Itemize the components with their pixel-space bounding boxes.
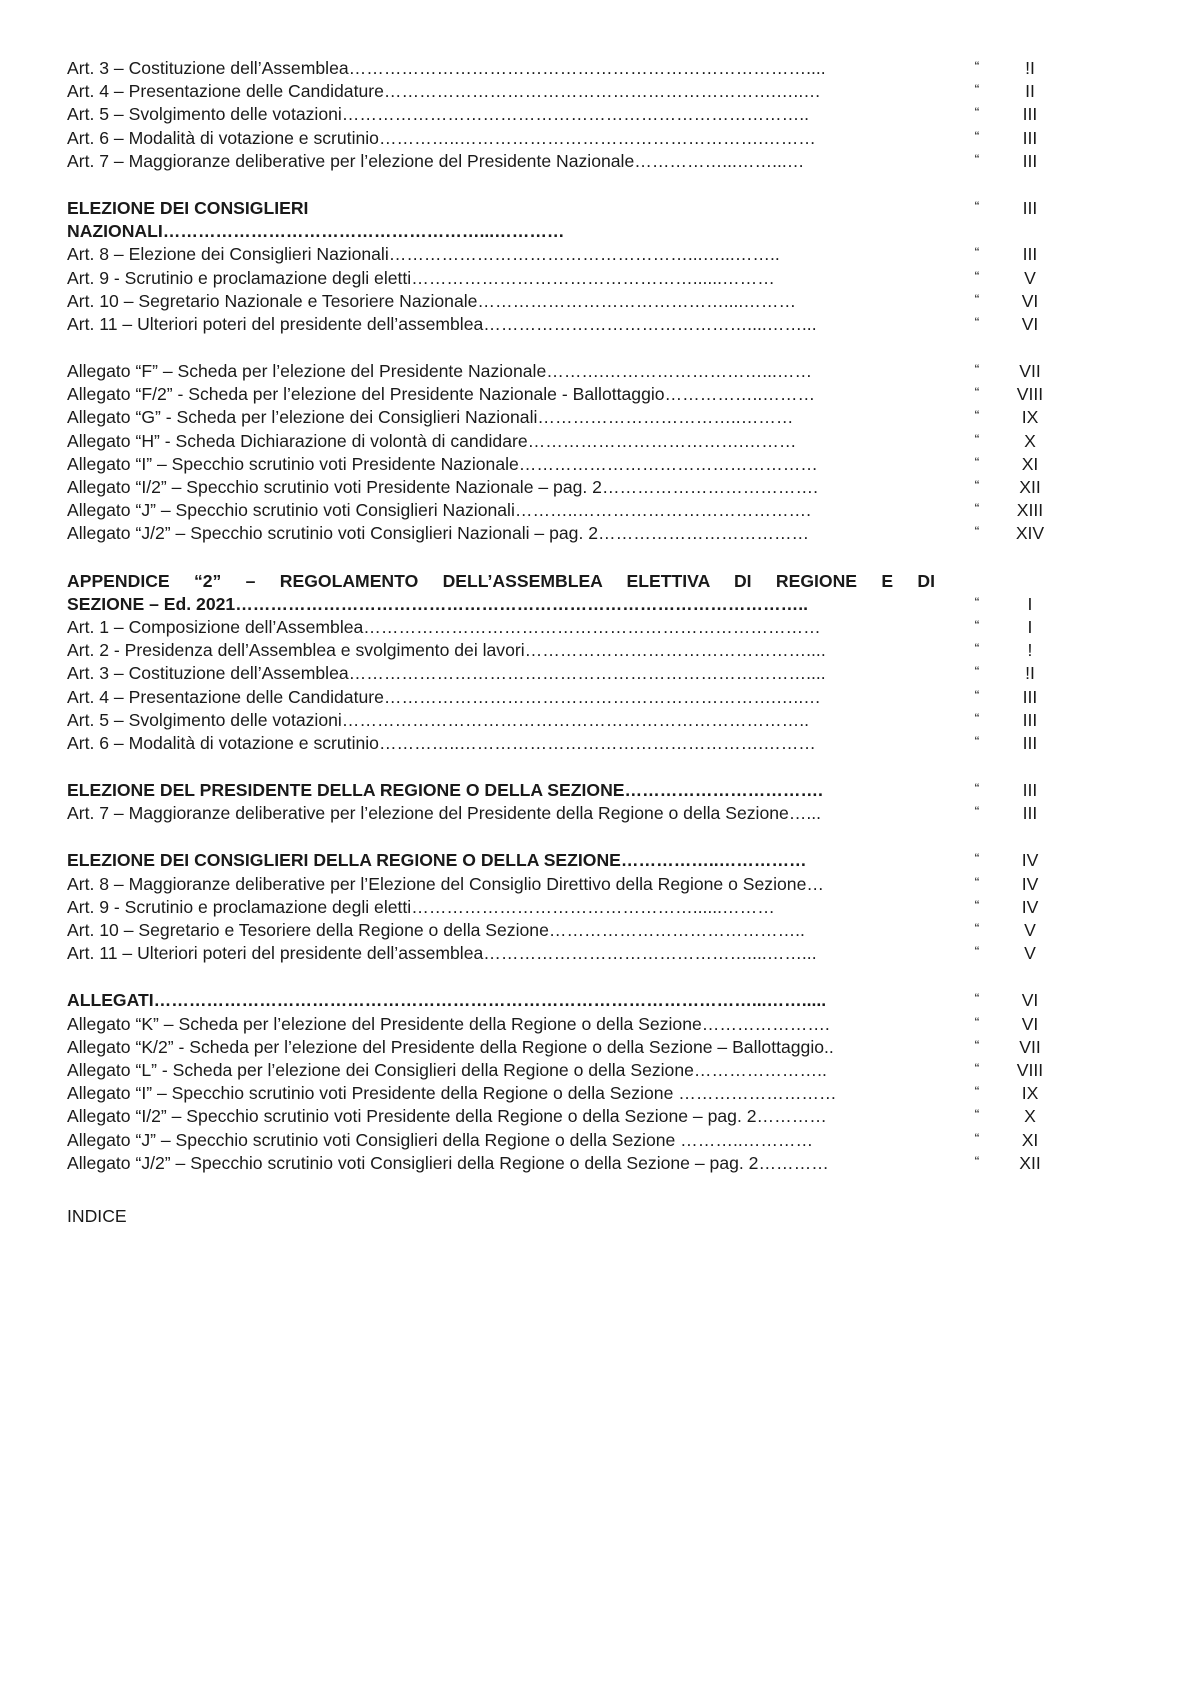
toc-ditto-mark: “ — [974, 150, 980, 167]
toc-page-number: IX — [1021, 1083, 1039, 1104]
toc-ditto-mark: “ — [974, 313, 980, 330]
toc-entry-title: Allegato “F/2” - Scheda per l’elezione del Presidente Nazionale - Ballottaggio……………..……… — [67, 384, 816, 405]
toc-entry[interactable] — [67, 1036, 1057, 1059]
toc-entry[interactable] — [67, 430, 1057, 453]
toc-entry[interactable] — [67, 499, 1057, 522]
appendix-heading[interactable] — [67, 570, 1057, 593]
toc-page-number: III — [1022, 732, 1038, 753]
toc-entry[interactable] — [67, 313, 1057, 336]
toc-ditto-mark: “ — [974, 523, 980, 540]
toc-page-number: IV — [1021, 850, 1039, 871]
toc-entry[interactable] — [67, 267, 1057, 290]
toc-page-number: III — [1022, 686, 1038, 707]
toc-entry-title: Allegato “K/2” - Scheda per l’elezione del Presidente della Regione o della Sezione – Ballottaggio.. — [67, 1036, 834, 1057]
toc-entry-title: Allegato “I/2” – Specchio scrutinio voti Presidente della Regione o della Sezione – pag. 2………… — [67, 1106, 827, 1127]
toc-entry[interactable] — [67, 476, 1057, 499]
toc-ditto-mark: “ — [974, 873, 980, 890]
toc-entry[interactable] — [67, 686, 1057, 709]
toc-entry-title: Art. 10 – Segretario Nazionale e Tesoriere Nazionale……………………………………....……… — [67, 290, 797, 311]
toc-page-number: XI — [1021, 1129, 1039, 1150]
toc-entry[interactable] — [67, 453, 1057, 476]
toc-ditto-mark: “ — [974, 127, 980, 144]
toc-entry-title: Allegato “I” – Specchio scrutinio voti Presidente Nazionale…………………………………………… — [67, 453, 818, 474]
toc-entry-title: Allegato “K” – Scheda per l’elezione del Presidente della Regione o della Sezione…………………. — [67, 1013, 830, 1034]
toc-entry-title: Art. 4 – Presentazione delle Candidature………………………………………………………….…..… — [67, 686, 821, 707]
toc-entry[interactable] — [67, 360, 1057, 383]
toc-page-number: VI — [1021, 990, 1039, 1011]
toc-entry-title: ELEZIONE DEI CONSIGLIERI DELLA REGIONE O DELLA SEZIONE……………..…………… — [67, 850, 807, 871]
toc-entry[interactable] — [67, 1082, 1057, 1105]
toc-page-number: I — [1027, 593, 1033, 614]
toc-entry[interactable] — [67, 802, 1057, 825]
toc-page-number: !I — [1025, 58, 1035, 78]
toc-page-number: IX — [1021, 407, 1039, 428]
toc-entry-title: Art. 11 – Ulteriori poteri del presidente dell’assemblea………………………………………....……... — [67, 943, 817, 964]
toc-ditto-mark: “ — [974, 990, 980, 1007]
toc-entry[interactable] — [67, 243, 1057, 266]
toc-entry-title: NAZIONALI………………………………………………...………… — [67, 221, 565, 242]
toc-ditto-mark: “ — [974, 384, 980, 401]
toc-ditto-mark: “ — [974, 407, 980, 424]
toc-entry[interactable] — [67, 127, 1057, 150]
toc-page-number: VII — [1019, 1036, 1041, 1057]
toc-page-number: XII — [1019, 477, 1041, 497]
index-label: INDICE — [67, 1206, 127, 1226]
toc-entry-title: Allegato “J” – Specchio scrutinio voti Consiglieri Nazionali………..…………………………………. — [67, 500, 812, 521]
toc-ditto-mark: “ — [974, 686, 980, 703]
toc-ditto-mark: “ — [974, 920, 980, 936]
toc-page-number: III — [1022, 709, 1038, 730]
toc-entry-title: Art. 10 – Segretario e Tesoriere della Regione o della Sezione…………………………………….. — [67, 920, 805, 940]
toc-entry-title: Art. 2 - Presidenza dell’Assemblea e svolgimento dei lavori………………………………………….... — [67, 640, 826, 661]
toc-entry-title: Art. 3 – Costituzione dell’Assemblea…………………………………………………………………….... — [67, 663, 826, 684]
toc-ditto-mark: “ — [974, 943, 980, 960]
toc-entry[interactable] — [67, 1059, 1057, 1082]
toc-entry-title: Art. 6 – Modalità di votazione e scrutinio…………..…………………………………………….……… — [67, 732, 816, 753]
toc-entry-title: Art. 5 – Svolgimento delle votazioni…………………………………………………………………….. — [67, 104, 810, 125]
toc-ditto-mark: “ — [974, 477, 980, 493]
toc-page-number: X — [1024, 430, 1036, 451]
toc-page-number: III — [1022, 127, 1038, 148]
section-spacer — [67, 825, 1057, 849]
toc-ditto-mark: “ — [974, 81, 980, 98]
appendix-heading-line1: APPENDICE “2” – REGOLAMENTO DELL’ASSEMBLEA ELETTIVA DI REGIONE E DI — [67, 570, 935, 591]
toc-entry[interactable] — [67, 616, 1057, 639]
section-spacer — [67, 336, 1057, 360]
toc-page-number: VI — [1021, 290, 1039, 311]
toc-entry[interactable] — [67, 732, 1057, 755]
toc-entry[interactable] — [67, 57, 1057, 80]
toc-entry-title: Art. 6 – Modalità di votazione e scrutinio…………..…………………………………………….……… — [67, 127, 816, 148]
toc-ditto-mark: “ — [974, 290, 980, 307]
toc-ditto-mark: “ — [974, 803, 980, 820]
toc-ditto-mark: “ — [974, 1083, 980, 1100]
toc-ditto-mark: “ — [974, 361, 980, 378]
toc-entry-title: Allegato “G” - Scheda per l’elezione dei Consiglieri Nazionali……………………………..……… — [67, 407, 794, 428]
toc-entry-title: Allegato “J/2” – Specchio scrutinio voti Consiglieri Nazionali – pag. 2……………………………… — [67, 523, 810, 544]
toc-section-heading[interactable] — [67, 849, 1057, 872]
toc-entry-title: Allegato “J” – Specchio scrutinio voti Consiglieri della Regione o della Sezione ………..………… — [67, 1129, 814, 1150]
toc-page-number: V — [1024, 943, 1036, 964]
toc-page-number: XIII — [1016, 500, 1044, 521]
toc-ditto-mark: “ — [974, 104, 980, 121]
toc-page-number: XII — [1019, 1152, 1041, 1173]
toc-entry-title: Allegato “F” – Scheda per l’elezione del Presidente Nazionale……….………………………...…… — [67, 361, 813, 382]
toc-section-heading[interactable] — [67, 220, 1057, 243]
toc-entry[interactable] — [67, 919, 1057, 942]
toc-ditto-mark: “ — [974, 780, 980, 797]
toc-ditto-mark: “ — [974, 1013, 980, 1030]
toc-page-number: II — [1025, 81, 1035, 102]
toc-section-heading[interactable] — [67, 197, 1057, 220]
toc-ditto-mark: “ — [974, 1152, 980, 1169]
toc-ditto-mark: “ — [974, 1059, 980, 1076]
toc-entry-title: Art. 11 – Ulteriori poteri del presidente dell’assemblea………………………………………....……... — [67, 313, 817, 334]
toc-page-number: III — [1022, 803, 1038, 824]
toc-page-number: VII — [1019, 361, 1041, 382]
section-spacer — [67, 755, 1057, 779]
toc-entry[interactable] — [67, 1152, 1057, 1175]
toc-entry-title: SEZIONE – Ed. 2021…………………………………………………………………………………….. — [67, 593, 808, 614]
toc-page-number: III — [1022, 197, 1038, 218]
toc-page-number: VI — [1021, 313, 1039, 334]
toc-page-number: XIV — [1015, 523, 1045, 544]
toc-entry-title: Art. 9 - Scrutinio e proclamazione degli eletti…………………………………………......……… — [67, 267, 775, 288]
toc-ditto-mark: “ — [974, 58, 980, 74]
toc-entry-title: Allegato “L” - Scheda per l’elezione dei Consiglieri della Regione o della Sezione………………….. — [67, 1059, 827, 1080]
toc-page-number: V — [1024, 920, 1036, 940]
toc-entry-title: Art. 8 – Elezione dei Consiglieri Nazionali……………………………………………...…...…….. — [67, 244, 780, 265]
toc-entry-title: Art. 5 – Svolgimento delle votazioni…………………………………………………………………….. — [67, 709, 810, 730]
toc-page-number: ! — [1027, 640, 1033, 661]
toc-ditto-mark: “ — [974, 1106, 980, 1123]
toc-page-number: VIII — [1016, 384, 1044, 405]
section-spacer — [67, 173, 1057, 197]
toc-page-number: !I — [1025, 663, 1035, 684]
toc-ditto-mark: “ — [974, 663, 980, 680]
toc-ditto-mark: “ — [974, 896, 980, 913]
toc-page-number: III — [1022, 104, 1038, 125]
toc-entry[interactable] — [67, 522, 1057, 545]
table-of-contents — [67, 57, 1057, 1175]
toc-entry-title: Art. 8 – Maggioranze deliberative per l’Elezione del Consiglio Direttivo della Regione o Sezione… — [67, 873, 824, 894]
toc-page-number: V — [1024, 267, 1036, 288]
toc-page-number: VIII — [1016, 1059, 1044, 1080]
toc-ditto-mark: “ — [974, 732, 980, 749]
toc-entry[interactable] — [67, 103, 1057, 126]
toc-entry[interactable] — [67, 639, 1057, 662]
toc-section-heading[interactable] — [67, 593, 1057, 616]
toc-entry[interactable] — [67, 406, 1057, 429]
toc-ditto-mark: “ — [974, 640, 980, 657]
toc-page-number: I — [1027, 616, 1033, 637]
toc-entry[interactable] — [67, 80, 1057, 103]
toc-entry[interactable] — [67, 383, 1057, 406]
toc-section-heading[interactable] — [67, 779, 1057, 802]
toc-page-number: VI — [1021, 1013, 1039, 1034]
toc-entry-title: ALLEGATI…………………………………………………………………………………………...……..... — [67, 990, 827, 1011]
toc-ditto-mark: “ — [974, 197, 980, 214]
toc-page-number: III — [1022, 780, 1038, 801]
toc-ditto-mark: “ — [974, 1036, 980, 1053]
toc-entry-title: Art. 9 - Scrutinio e proclamazione degli eletti…………………………………………......……… — [67, 896, 775, 917]
toc-entry[interactable] — [67, 662, 1057, 685]
toc-entry[interactable] — [67, 1129, 1057, 1152]
toc-ditto-mark: “ — [974, 593, 980, 610]
toc-page-number: XI — [1021, 453, 1039, 474]
toc-entry[interactable] — [67, 709, 1057, 732]
toc-entry-title: ELEZIONE DEL PRESIDENTE DELLA REGIONE O DELLA SEZIONE……………………………. — [67, 780, 823, 801]
toc-ditto-mark: “ — [974, 709, 980, 726]
toc-entry-title: Allegato “I/2” – Specchio scrutinio voti Presidente Nazionale – pag. 2………………………………. — [67, 477, 818, 497]
toc-page-number: III — [1022, 150, 1038, 171]
toc-entry[interactable] — [67, 896, 1057, 919]
toc-ditto-mark: “ — [974, 850, 980, 867]
toc-ditto-mark: “ — [974, 500, 980, 517]
toc-ditto-mark: “ — [974, 1129, 980, 1146]
toc-page-number: III — [1022, 244, 1038, 265]
toc-entry[interactable] — [67, 942, 1057, 965]
toc-entry-title: Art. 7 – Maggioranze deliberative per l’elezione del Presidente Nazionale……………...……...… — [67, 150, 805, 171]
toc-ditto-mark: “ — [974, 430, 980, 447]
toc-ditto-mark: “ — [974, 267, 980, 284]
toc-entry[interactable] — [67, 1105, 1057, 1128]
section-spacer — [67, 965, 1057, 989]
toc-entry-title: Art. 4 – Presentazione delle Candidature………………………………………………………….…..… — [67, 81, 821, 102]
toc-entry[interactable] — [67, 873, 1057, 896]
toc-ditto-mark: “ — [974, 244, 980, 261]
toc-entry-title: Allegato “I” – Specchio scrutinio voti Presidente della Regione o della Sezione ……………………… — [67, 1083, 837, 1104]
section-spacer — [67, 546, 1057, 570]
toc-page-number: IV — [1021, 873, 1039, 894]
toc-entry[interactable] — [67, 1013, 1057, 1036]
toc-page-number: IV — [1021, 896, 1039, 917]
toc-entry-title: Art. 3 – Costituzione dell’Assemblea…………………………………………………………………….... — [67, 58, 826, 78]
toc-ditto-mark: “ — [974, 453, 980, 470]
toc-ditto-mark: “ — [974, 616, 980, 633]
toc-entry[interactable] — [67, 150, 1057, 173]
toc-entry[interactable] — [67, 290, 1057, 313]
toc-entry-title: ELEZIONE DEI CONSIGLIERI — [67, 197, 309, 218]
toc-section-heading[interactable] — [67, 989, 1057, 1012]
toc-entry-title: Art. 7 – Maggioranze deliberative per l’elezione del Presidente della Regione o della Sezione…... — [67, 803, 822, 824]
toc-entry-title: Allegato “J/2” – Specchio scrutinio voti Consiglieri della Regione o della Sezione – pag. 2………… — [67, 1152, 829, 1173]
toc-page-number: X — [1024, 1106, 1036, 1127]
toc-entry-title: Allegato “H” - Scheda Dichiarazione di volontà di candidare……………………………….……… — [67, 430, 797, 451]
toc-entry-title: Art. 1 – Composizione dell’Assemblea…………………………………………………………………… — [67, 616, 821, 637]
